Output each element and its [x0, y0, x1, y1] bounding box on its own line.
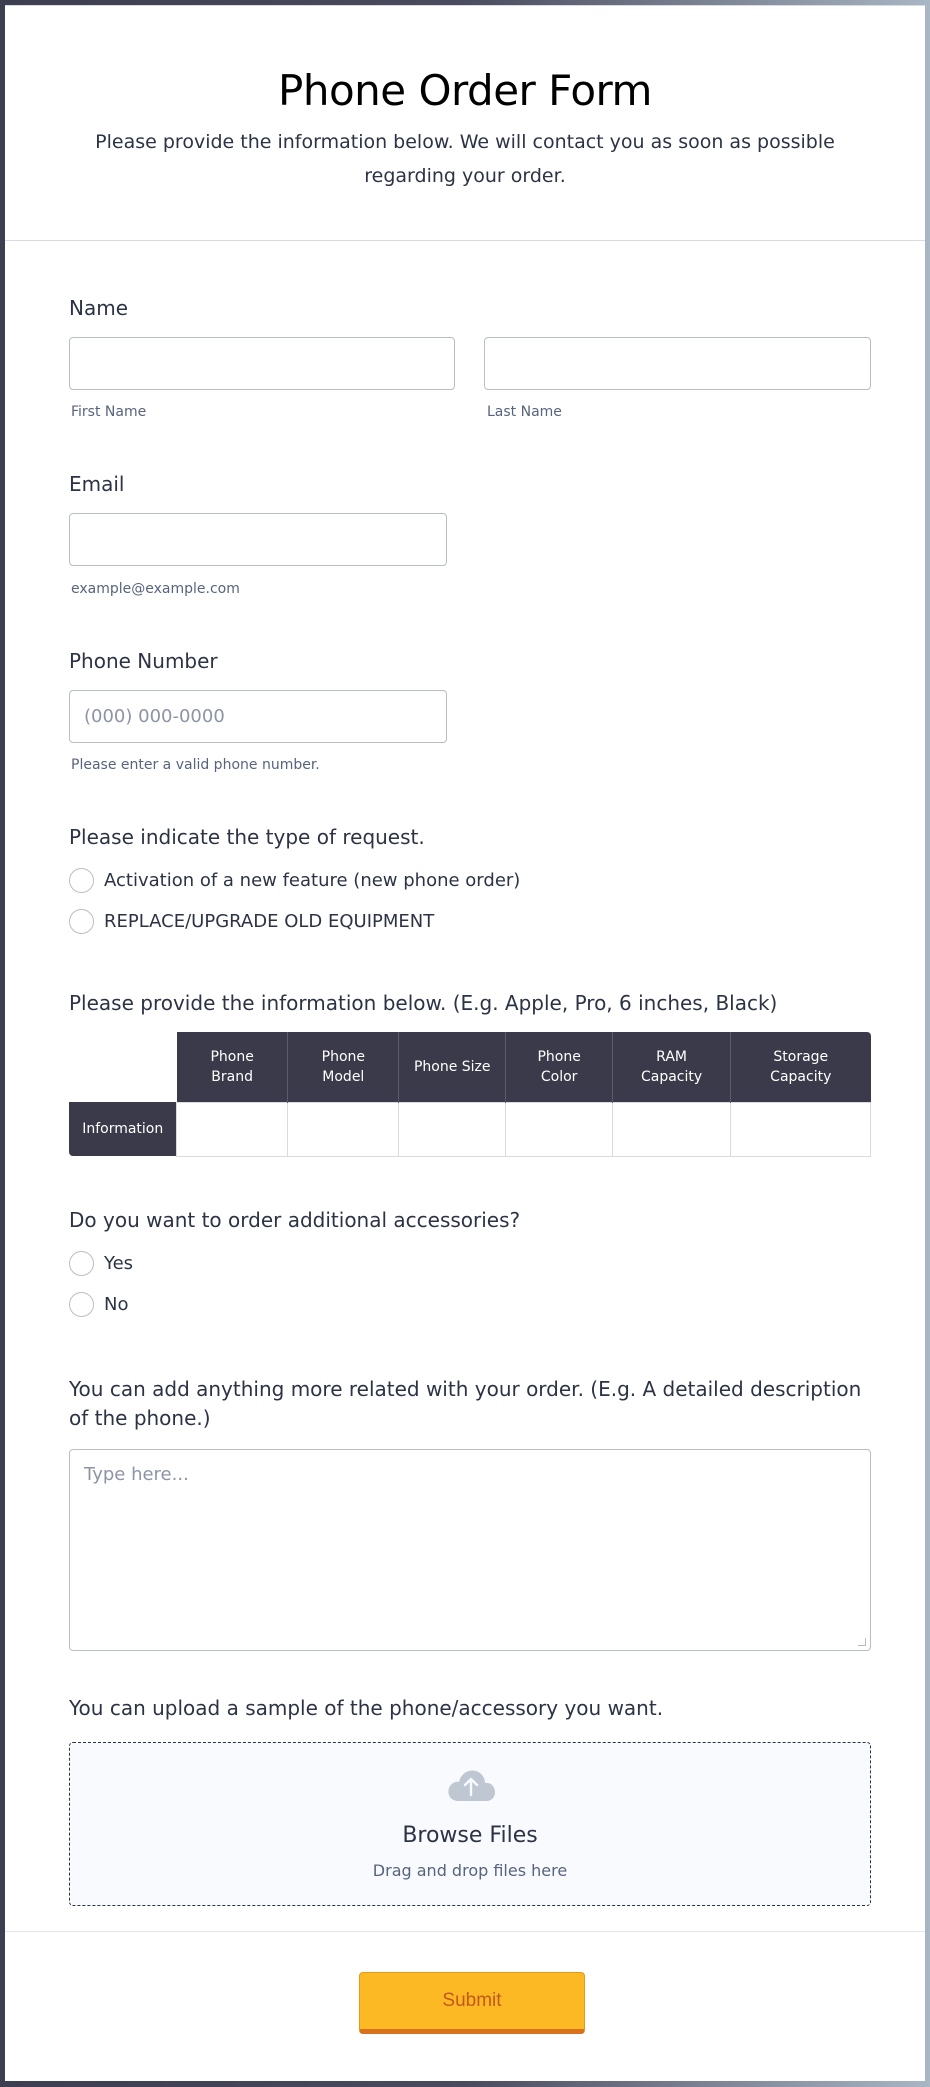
matrix-cell-ram[interactable] [613, 1102, 731, 1156]
phone-label: Phone Number [69, 649, 218, 673]
matrix-cell-storage[interactable] [731, 1102, 871, 1156]
resize-handle-icon[interactable] [858, 1638, 866, 1646]
radio-label: REPLACE/UPGRADE OLD EQUIPMENT [104, 911, 435, 932]
matrix-column-header: Phone Model [288, 1032, 399, 1102]
matrix-column-header: Phone Brand [177, 1032, 288, 1102]
last-name-sublabel: Last Name [487, 404, 562, 420]
radio-label: No [104, 1294, 129, 1315]
radio-label: Yes [104, 1253, 134, 1274]
matrix-label: Please provide the information below. (E.g. Apple, Pro, 6 inches, Black) [69, 991, 778, 1015]
form-card [5, 5, 925, 2081]
notes-textarea[interactable] [69, 1449, 871, 1651]
email-input[interactable] [69, 513, 447, 566]
form-title: Phone Order Form [278, 66, 652, 115]
first-name-sublabel: First Name [71, 404, 147, 420]
email-label: Email [69, 472, 125, 496]
matrix-row-header: Information [69, 1102, 177, 1156]
radio-button[interactable] [69, 1292, 94, 1317]
drag-drop-hint: Drag and drop files here [372, 1861, 568, 1880]
submit-button[interactable]: Submit [359, 1972, 585, 2034]
radio-button[interactable] [69, 868, 94, 893]
matrix-cell-color[interactable] [506, 1102, 613, 1156]
request-label: Please indicate the type of request. [69, 825, 425, 849]
matrix-column-header: Phone Color [506, 1032, 613, 1102]
accessories-label: Do you want to order additional accessories? [69, 1208, 521, 1232]
request-option-new[interactable] [69, 868, 520, 893]
notes-label: You can add anything more related with your order. (E.g. A detailed description of the phone.) [69, 1377, 862, 1430]
phone-info-matrix [69, 1032, 871, 1157]
matrix-cell-model[interactable] [288, 1102, 399, 1156]
matrix-column-header: Storage Capacity [731, 1032, 871, 1102]
radio-button[interactable] [69, 1251, 94, 1276]
last-name-input[interactable] [484, 337, 871, 390]
phone-sublabel: Please enter a valid phone number. [71, 757, 320, 773]
notes-placeholder: Type here... [84, 1464, 189, 1485]
footer-divider [5, 1931, 925, 1932]
request-option-replace[interactable] [69, 909, 434, 934]
name-label: Name [69, 296, 129, 320]
form-subtitle: Please provide the information below. We will contact you as soon as possible regarding your order. [95, 131, 835, 187]
matrix-corner [69, 1032, 177, 1102]
phone-input[interactable]: (000) 000-0000 [69, 690, 447, 743]
browse-files-button[interactable]: Browse Files [402, 1823, 538, 1848]
accessories-option-yes[interactable] [69, 1251, 133, 1276]
radio-label: Activation of a new feature (new phone order) [104, 870, 521, 891]
first-name-input[interactable] [69, 337, 455, 390]
email-sublabel: example@example.com [71, 581, 240, 597]
matrix-column-header: RAM Capacity [613, 1032, 731, 1102]
upload-label: You can upload a sample of the phone/accessory you want. [69, 1696, 664, 1720]
radio-button[interactable] [69, 909, 94, 934]
cloud-upload-icon [445, 1767, 497, 1803]
matrix-column-header: Phone Size [399, 1032, 506, 1102]
matrix-cell-brand[interactable] [177, 1102, 288, 1156]
form-header [5, 6, 925, 241]
file-upload-dropzone[interactable] [69, 1742, 871, 1906]
matrix-cell-size[interactable] [399, 1102, 506, 1156]
accessories-option-no[interactable] [69, 1292, 128, 1317]
